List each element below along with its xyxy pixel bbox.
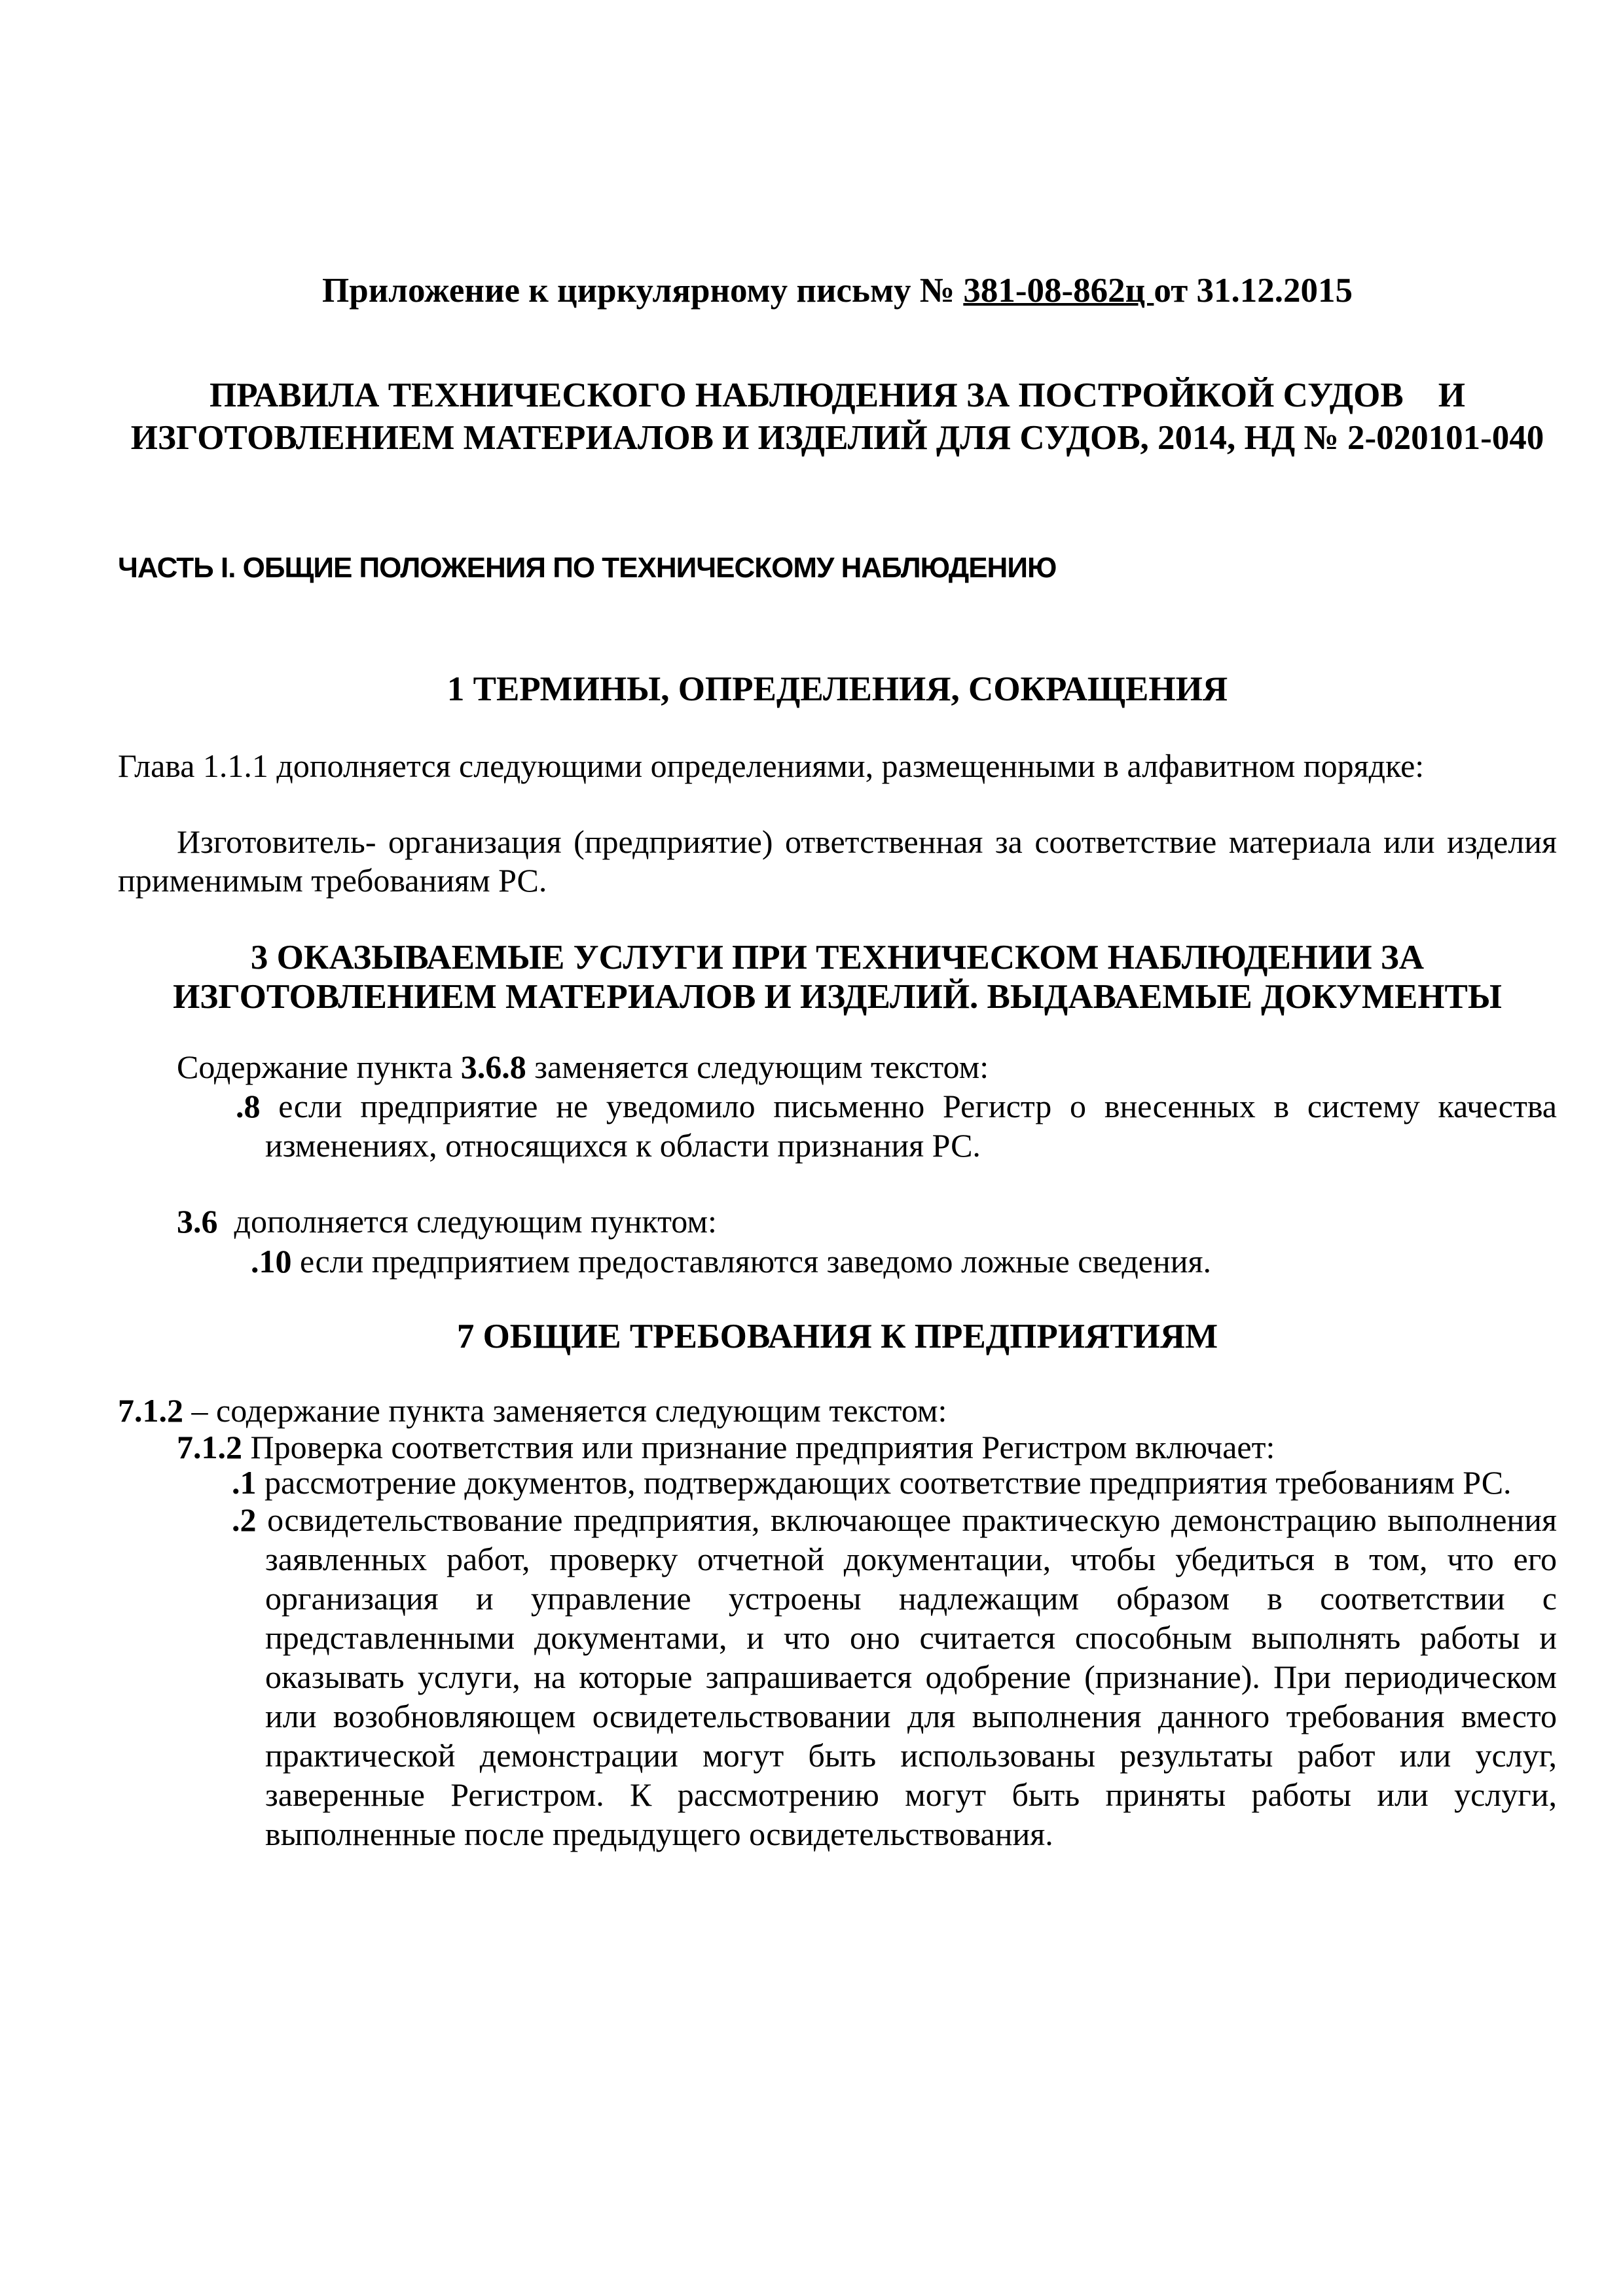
replace-intro-text-end: заменяется следующим текстом: (526, 1049, 989, 1085)
clause-7-1-2-intro (118, 1391, 947, 1430)
section-3-heading-line-2: ИЗГОТОВЛЕНИЕМ МАТЕРИАЛОВ И ИЗДЕЛИЙ. ВЫДАВАЕМЫЕ ДОКУМЕНТЫ (173, 978, 1502, 1016)
section-1-intro: Глава 1.1.1 дополняется следующими определениями, размещенными в алфавитном порядке: (118, 747, 1425, 784)
letter-number: 381-08-862ц (963, 272, 1154, 310)
item-2 (232, 1500, 1557, 1854)
clause-ref: 3.6.8 (460, 1049, 526, 1085)
item-1 (232, 1463, 1512, 1502)
header-prefix: Приложение к циркулярному письму № (322, 272, 964, 310)
clause-7-1-2 (177, 1427, 1275, 1467)
definition-manufacturer: Изготовитель- организация (предприятие) ответственная за соответствие материала или изделия применимым требованиям РС. (118, 823, 1557, 899)
item-number: .1 (232, 1464, 257, 1501)
clause-ref: 3.6 (177, 1203, 218, 1240)
letter-header (118, 271, 1557, 310)
clause-ref: 7.1.2 (118, 1392, 183, 1429)
clause-ref: 7.1.2 (177, 1429, 242, 1465)
title-line-1: ПРАВИЛА ТЕХНИЧЕСКОГО НАБЛЮДЕНИЯ ЗА ПОСТРОЙКОЙ СУДОВ И (210, 376, 1465, 414)
document-title (118, 376, 1557, 457)
item-number: .8 (236, 1088, 261, 1124)
item-text: если предприятием предоставляются заведомо ложные сведения. (291, 1243, 1211, 1280)
clause-text: – содержание пункта заменяется следующим текстом: (183, 1392, 947, 1429)
header-date: от 31.12.2015 (1154, 272, 1353, 310)
title-line-2: ИЗГОТОВЛЕНИЕМ МАТЕРИАЛОВ И ИЗДЕЛИЙ ДЛЯ СУДОВ, 2014, НД № 2-020101-040 (130, 419, 1544, 457)
section-3-heading-line-1: 3 ОКАЗЫВАЕМЫЕ УСЛУГИ ПРИ ТЕХНИЧЕСКОМ НАБЛЮДЕНИИ ЗА (250, 939, 1425, 977)
replace-intro-text: Содержание пункта (177, 1049, 461, 1085)
item-text: если предприятие не уведомило письменно Регистр о внесенных в систему качества изменениях, относящихся к области признания РС. (260, 1088, 1557, 1164)
item-number: .2 (232, 1501, 257, 1538)
item-10 (251, 1242, 1211, 1281)
clause-text: Проверка соответствия или признание предприятия Регистром включает: (242, 1429, 1275, 1465)
addition-text: дополняется следующим пунктом: (217, 1203, 717, 1240)
section-1-heading: 1 ТЕРМИНЫ, ОПРЕДЕЛЕНИЯ, СОКРАЩЕНИЯ (447, 670, 1228, 708)
item-number: .10 (251, 1243, 292, 1280)
item-text: рассмотрение документов, подтверждающих соответствие предприятия требованиям РС. (256, 1464, 1512, 1501)
addition-intro (177, 1202, 717, 1241)
item-text: освидетельствование предприятия, включающее практическую демонстрацию выполнения заявленных работ, проверку отчетной документации, чтобы убедиться в том, что его организация и управление устроены надлежащим образом в соответствии с представленными документами, и что оно считается способным выполнять работы и оказывать услуги, на которые запрашивается одобрение (признание). При периодическом или возобновляющем освидетельствовании для выполнения данного требования вместо практической демонстрации могут быть использованы результаты работ или услуг, заверенные Регистром. К рассмотрению могут быть приняты работы или услуги, выполненные после предыдущего освидетельствования. (256, 1501, 1557, 1852)
part-heading: ЧАСТЬ I. ОБЩИЕ ПОЛОЖЕНИЯ ПО ТЕХНИЧЕСКОМУ НАБЛЮДЕНИЮ (118, 552, 1057, 584)
replace-intro (177, 1047, 989, 1086)
section-7-heading: 7 ОБЩИЕ ТРЕБОВАНИЯ К ПРЕДПРИЯТИЯМ (456, 1318, 1218, 1355)
section-3-heading (118, 938, 1557, 1016)
item-8 (236, 1086, 1557, 1165)
